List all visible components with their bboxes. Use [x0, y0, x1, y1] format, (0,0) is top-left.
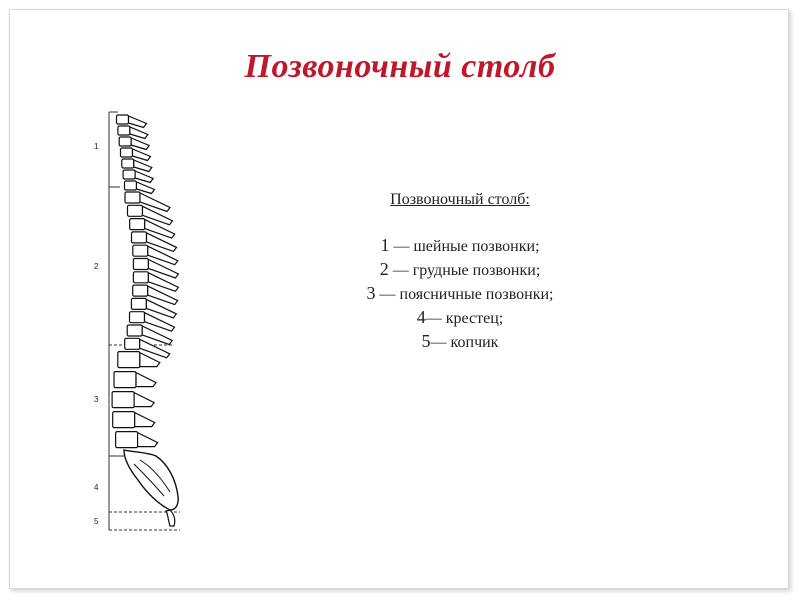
legend-item: 5— копчик: [421, 331, 499, 351]
vertebra-body: [125, 181, 137, 190]
vertebra-body: [130, 219, 145, 230]
legend-item: 2 — грудные позвонки;: [379, 259, 541, 279]
vertebra-body: [119, 137, 131, 146]
vertebra-body: [117, 115, 129, 124]
figure-label-5: 5: [94, 517, 99, 526]
vertebra-body: [133, 259, 148, 270]
vertebra-body: [133, 285, 148, 296]
vertebra-body: [113, 412, 135, 428]
spinous-process: [129, 116, 147, 128]
spinous-process: [131, 138, 149, 150]
spinous-process: [134, 160, 152, 172]
vertebra-body: [123, 170, 135, 179]
spinous-process: [134, 393, 154, 407]
figure-label-1: 1: [94, 142, 99, 151]
vertebra-body: [130, 312, 145, 323]
vertebra-body: [118, 126, 130, 135]
vertebra-body: [114, 372, 136, 388]
vertebra-body: [116, 432, 138, 448]
vertebra-body: [127, 325, 142, 336]
spinous-process: [130, 127, 148, 139]
vertebra-body: [125, 192, 140, 203]
legend-item: 1 — шейные позвонки;: [380, 235, 540, 255]
vertebra-body: [122, 159, 134, 168]
figure-label-3: 3: [94, 395, 99, 404]
vertebra-body: [132, 232, 147, 243]
legend-block: [330, 188, 590, 354]
vertebra-body: [128, 205, 143, 216]
legend-item: 3 — поясничные позвонки;: [366, 283, 554, 303]
vertebra-body: [131, 298, 146, 309]
spine-illustration: [80, 100, 220, 540]
vertebra-body: [133, 245, 148, 256]
vertebra-body: [118, 352, 140, 368]
legend-heading: Позвоночный столб:: [390, 191, 530, 208]
figure-label-4: 4: [94, 483, 99, 492]
spinous-process: [135, 413, 155, 427]
spinous-process: [138, 433, 158, 447]
vertebra-body: [112, 392, 134, 408]
vertebra-body: [133, 272, 148, 283]
figure-label-2: 2: [94, 262, 99, 271]
legend-item: 4— крестец;: [416, 307, 504, 327]
spinous-process: [133, 149, 151, 161]
vertebra-body: [121, 148, 133, 157]
vertebra-body: [125, 338, 140, 349]
spinous-process: [135, 171, 153, 183]
slide-title: Позвоночный столб: [244, 48, 556, 85]
spinous-process: [136, 373, 156, 387]
